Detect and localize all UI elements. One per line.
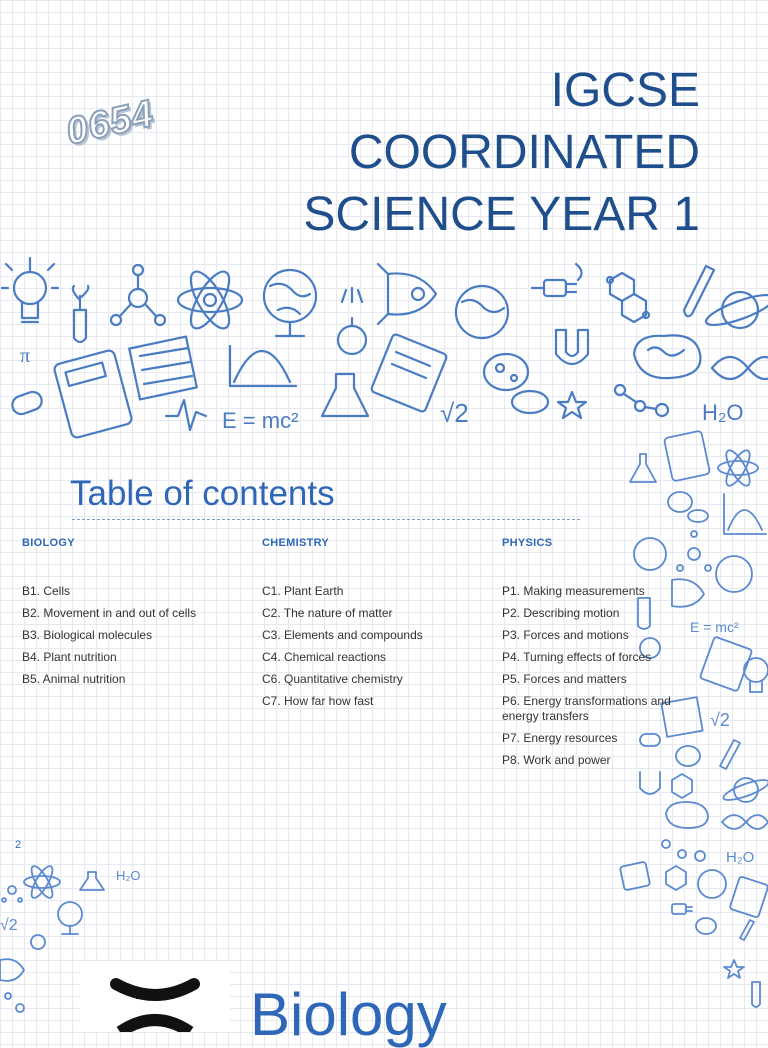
water-formula-text: H₂O xyxy=(726,849,755,866)
dna-icon xyxy=(712,357,768,379)
toc-column-physics xyxy=(502,537,672,775)
abacus-icon xyxy=(129,337,197,400)
toc-divider xyxy=(72,519,580,520)
rocket-icon xyxy=(0,959,24,981)
toc-item[interactable]: B1. Cells xyxy=(22,584,71,598)
toc-item[interactable]: C6. Quantitative chemistry xyxy=(262,672,403,686)
brain-icon xyxy=(666,802,708,828)
molecule-chain-icon xyxy=(5,993,24,1012)
molecule-chain-icon xyxy=(615,385,668,416)
atom-icon xyxy=(718,447,758,489)
course-code: 0654 xyxy=(62,92,159,154)
atom-icon xyxy=(24,863,60,900)
toc-item[interactable]: P6. Energy transformations and energy transfers xyxy=(502,694,671,723)
toc-item[interactable]: P1. Making measurements xyxy=(502,584,645,598)
globe-icon xyxy=(716,556,752,592)
hexagon-molecule-icon xyxy=(672,774,692,798)
bell-curve-icon xyxy=(724,494,766,534)
bacteria-icon xyxy=(676,746,700,766)
sqrt-text: √2 xyxy=(440,398,469,428)
globe-icon xyxy=(456,286,508,338)
molecule-chain-icon xyxy=(662,840,705,861)
page-title xyxy=(240,60,700,246)
book-icon xyxy=(700,636,753,691)
book-icon xyxy=(370,333,447,412)
pi-text: π xyxy=(20,345,31,367)
globe-icon xyxy=(264,270,316,336)
toc-column-biology xyxy=(22,537,252,694)
toc-item[interactable]: B2. Movement in and out of cells xyxy=(22,606,197,620)
calculator-icon xyxy=(620,862,650,891)
page-number: 2 xyxy=(15,839,22,851)
bacteria-icon xyxy=(484,354,548,413)
toc-item[interactable]: P3. Forces and motions xyxy=(502,628,629,642)
molecule-icon xyxy=(2,886,22,902)
toc-item[interactable]: P8. Work and power xyxy=(502,753,611,767)
toc-heading-chemistry: CHEMISTRY xyxy=(262,537,330,549)
planet-icon xyxy=(703,289,768,331)
formula-text: E = mc² xyxy=(222,408,299,433)
toc-heading-physics: PHYSICS xyxy=(502,537,553,549)
toc-column-chemistry xyxy=(262,537,492,716)
pill-icon xyxy=(10,389,44,416)
bell-curve-icon xyxy=(230,346,296,386)
toc-item[interactable]: P5. Forces and matters xyxy=(502,672,627,686)
lightbulb-icon xyxy=(2,258,58,322)
brain-icon xyxy=(634,335,700,378)
flask-icon xyxy=(322,374,368,416)
apple-icon xyxy=(31,935,45,949)
bacteria-icon xyxy=(696,918,716,934)
atom-icon xyxy=(178,266,242,333)
calculator-icon xyxy=(53,349,133,438)
formula-text: E = mc² xyxy=(690,619,739,635)
flask-icon xyxy=(80,872,104,890)
rocket-icon xyxy=(378,264,436,324)
plug-icon xyxy=(532,264,582,296)
plug-icon xyxy=(672,904,692,914)
magnet-icon xyxy=(556,330,588,364)
biology-emblem xyxy=(80,962,230,1032)
toc-item[interactable]: B4. Plant nutrition xyxy=(22,650,117,664)
toc-item[interactable]: C7. How far how fast xyxy=(262,694,374,708)
test-tube-icon xyxy=(752,982,760,1007)
water-formula-text: H₂O xyxy=(116,868,141,883)
toc-title: Table of contents xyxy=(70,474,335,513)
title-line: IGCSE xyxy=(550,64,700,117)
dna-icon xyxy=(722,815,768,829)
test-tube-icon xyxy=(740,920,754,940)
dna-icon xyxy=(80,962,230,1032)
toc-item[interactable]: B3. Biological molecules xyxy=(22,628,153,642)
hexagon-molecule-icon xyxy=(607,273,649,322)
toc-heading-biology: BIOLOGY xyxy=(22,537,75,549)
science-doodles-banner xyxy=(0,250,768,440)
calculator-icon xyxy=(664,431,710,482)
test-tube-plant-icon xyxy=(73,286,88,342)
toc-item[interactable]: C2. The nature of matter xyxy=(262,606,393,620)
planet-icon xyxy=(721,776,768,804)
sqrt-text: √2 xyxy=(0,917,18,934)
toc-item[interactable]: C1. Plant Earth xyxy=(262,584,344,598)
star-icon xyxy=(558,392,586,418)
title-line: COORDINATED xyxy=(348,126,700,179)
toc-item[interactable]: P7. Energy resources xyxy=(502,731,618,745)
sqrt-text: √2 xyxy=(710,710,730,730)
star-icon xyxy=(724,960,744,978)
toc-item[interactable]: P2. Describing motion xyxy=(502,606,620,620)
toc-item[interactable]: C4. Chemical reactions xyxy=(262,650,387,664)
heartbeat-icon xyxy=(166,400,206,430)
water-formula-text: H₂O xyxy=(702,400,744,425)
toc-item[interactable]: P4. Turning effects of forces xyxy=(502,650,652,664)
apple-icon xyxy=(338,288,366,354)
section-title-biology: Biology xyxy=(250,981,447,1048)
bacteria-icon xyxy=(668,492,708,522)
globe-icon xyxy=(698,870,726,898)
toc-item[interactable]: C3. Elements and compounds xyxy=(262,628,423,642)
test-tube-icon xyxy=(684,266,714,316)
hexagon-molecule-icon xyxy=(666,866,686,890)
flask-icon xyxy=(630,454,656,482)
magnet-icon xyxy=(640,772,660,794)
toc-item[interactable]: B5. Animal nutrition xyxy=(22,672,126,686)
molecule-icon xyxy=(111,265,165,325)
title-line: SCIENCE YEAR 1 xyxy=(303,188,700,241)
globe-icon xyxy=(58,902,82,934)
molecule-icon xyxy=(677,531,711,571)
rocket-icon xyxy=(672,579,704,607)
test-tube-icon xyxy=(720,740,740,769)
book-icon xyxy=(729,876,768,918)
